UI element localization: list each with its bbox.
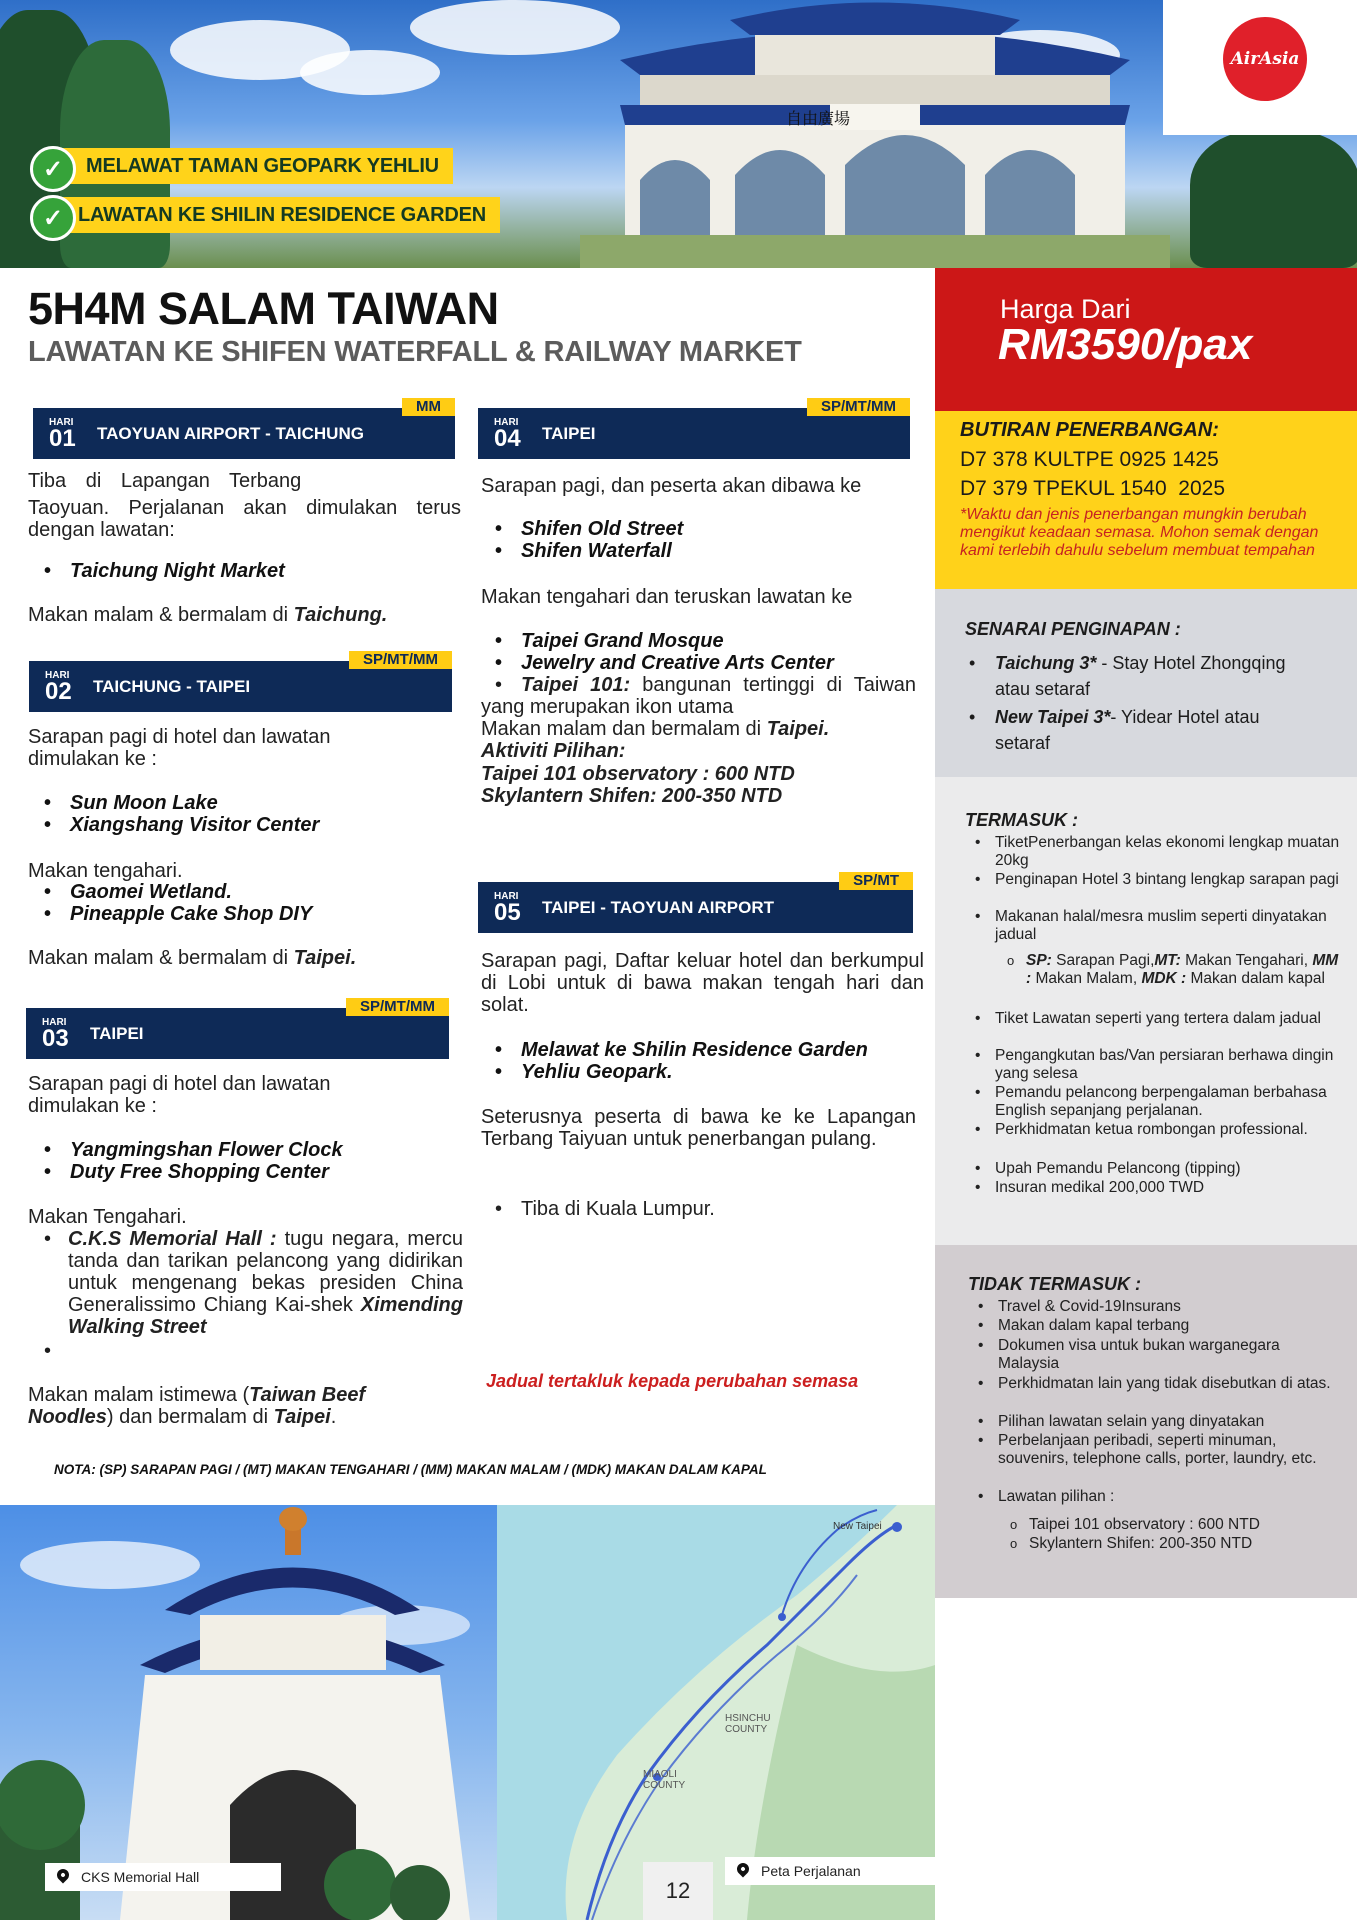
taipei101-title: Taipei 101: bbox=[521, 674, 631, 696]
hotel-city: New Taipei 3* bbox=[995, 707, 1111, 727]
day-number: 01 bbox=[49, 425, 76, 452]
day-2-item: • Xiangshang Visitor Center bbox=[30, 814, 319, 836]
flight-line-1: D7 378 KULTPE 0925 1425 bbox=[960, 448, 1219, 471]
day-4-route: TAIPEI bbox=[542, 424, 596, 443]
day-4-item: • Shifen Old Street bbox=[481, 518, 683, 540]
excluded-item: • Pilihan lawatan selain yang dinyatakan bbox=[998, 1413, 1343, 1431]
cks-memorial-hall-photo bbox=[0, 1505, 497, 1920]
excluded-subitem: o Skylantern Shifen: 200-350 NTD bbox=[1029, 1535, 1349, 1553]
day-2-item: • Sun Moon Lake bbox=[30, 792, 218, 814]
day-4-intro: Sarapan pagi, dan peserta akan dibawa ke bbox=[481, 475, 862, 497]
bullet: • bbox=[44, 1340, 52, 1362]
dinner-text: ) dan bermalam di bbox=[106, 1406, 274, 1428]
price-label: Harga Dari bbox=[1000, 294, 1131, 324]
closing-place: Taichung. bbox=[293, 604, 388, 626]
day-1-closing bbox=[28, 604, 387, 626]
location-pin-icon bbox=[55, 1867, 72, 1884]
day-4-optional-1: Taipei 101 observatory : 600 NTD bbox=[481, 763, 795, 785]
meal-code-desc: Makan Tengahari, bbox=[1180, 952, 1313, 969]
hotel-name: - Yidear Hotel atau setaraf bbox=[995, 707, 1260, 753]
included-item: • Insuran medikal 200,000 TWD bbox=[995, 1179, 1340, 1197]
airasia-logo: AirAsia bbox=[1223, 17, 1307, 101]
day-3-intro: Sarapan pagi di hotel dan lawatan dimulakan ke : bbox=[28, 1073, 331, 1117]
day-4-optional-title: Aktiviti Pilihan: bbox=[481, 740, 626, 762]
highlight-shilin-label: LAWATAN KE SHILIN RESIDENCE GARDEN bbox=[78, 203, 487, 226]
day-1-item: • Taichung Night Market bbox=[30, 560, 285, 582]
map-caption-text: Peta Perjalanan bbox=[761, 1863, 861, 1879]
hotel-list-title: SENARAI PENGINAPAN : bbox=[965, 619, 1181, 639]
closing-text: Makan malam & bermalam di bbox=[28, 604, 294, 626]
day-5-closing: Seterusnya peserta di bawa ke ke Lapangan Terbang Taiyuan untuk penerbangan pulang. bbox=[481, 1106, 916, 1150]
dinner-end: . bbox=[330, 1406, 337, 1428]
day-label: HARI bbox=[42, 1017, 67, 1028]
dinner-text: Makan malam istimewa ( bbox=[28, 1384, 250, 1406]
logo-box bbox=[1163, 0, 1357, 135]
excluded-item: • Travel & Covid-19Insurans bbox=[998, 1298, 1343, 1316]
meal-code: MM : bbox=[1026, 952, 1339, 987]
meal-codes bbox=[1026, 952, 1346, 988]
day-2-header bbox=[29, 651, 452, 712]
cks-text: tugu negara, mercu tanda dan tarikan pelancong yang didirikan untuk mengenang bekas presiden China Generalissimo Chiang Kai-shek bbox=[68, 1228, 463, 1316]
day-2-intro: Sarapan pagi di hotel dan lawatan dimulakan ke : bbox=[28, 726, 331, 770]
day-4-header bbox=[478, 398, 910, 459]
day-5-item: • Melawat ke Shilin Residence Garden bbox=[481, 1039, 868, 1061]
meal-code: MT: bbox=[1154, 952, 1181, 969]
check-icon: ✓ bbox=[30, 146, 76, 192]
day-label: HARI bbox=[45, 670, 70, 681]
excluded-item: • Dokumen visa untuk bukan warganegara Malaysia bbox=[998, 1337, 1343, 1373]
flight-details bbox=[935, 411, 1357, 589]
day-4-item: • Jewelry and Creative Arts Center bbox=[481, 652, 834, 674]
day-3-cks-desc bbox=[68, 1228, 463, 1338]
excluded-item: • Makan dalam kapal terbang bbox=[998, 1317, 1343, 1335]
meal-code-desc: Sarapan Pagi, bbox=[1051, 952, 1155, 969]
day-2-meal-badge: SP/MT/MM bbox=[349, 651, 452, 669]
taipei101-text: bangunan tertinggi di Taiwan yang merupakan ikon utama bbox=[481, 674, 917, 718]
day-1-intro-1: Tiba di Lapangan Terbang bbox=[28, 470, 302, 492]
highlight-geopark-label: MELAWAT TAMAN GEOPARK YEHLIU bbox=[86, 154, 439, 177]
highlight-shilin bbox=[52, 197, 500, 233]
day-3-header bbox=[26, 998, 449, 1059]
day-label: HARI bbox=[49, 417, 74, 428]
day-label: HARI bbox=[494, 417, 519, 428]
meal-code: MDK : bbox=[1141, 970, 1187, 987]
hotel-item bbox=[995, 650, 1315, 702]
flight-line-2: D7 379 TPEKUL 1540 2025 bbox=[960, 477, 1226, 500]
flight-note: *Waktu dan jenis penerbangan mungkin berubah mengikut keadaan semasa. Mohon semak dengan kami terlebih dahulu sebelum membuat tempahan bbox=[960, 506, 1319, 559]
excluded-list bbox=[935, 1245, 1357, 1598]
check-icon: ✓ bbox=[30, 195, 76, 241]
map-caption bbox=[725, 1857, 935, 1885]
excluded-title: TIDAK TERMASUK : bbox=[968, 1274, 1141, 1294]
page-subtitle: LAWATAN KE SHIFEN WATERFALL & RAILWAY MARKET bbox=[28, 336, 802, 368]
day-2-item: • Pineapple Cake Shop DIY bbox=[30, 903, 312, 925]
excluded-item: • Lawatan pilihan : bbox=[998, 1488, 1343, 1506]
closing-place: Taipei. bbox=[766, 718, 830, 740]
day-1-meal-badge: MM bbox=[402, 398, 455, 416]
day-4-item: • Taipei Grand Mosque bbox=[481, 630, 724, 652]
excluded-item: • Perkhidmatan lain yang tidak disebutkan di atas. bbox=[998, 1375, 1343, 1393]
route-map[interactable] bbox=[497, 1505, 935, 1920]
day-5-item: • Yehliu Geopark. bbox=[481, 1061, 673, 1083]
map-label: MIAOLI COUNTY bbox=[643, 1769, 686, 1791]
included-item: • Perkhidmatan ketua rombongan professional. bbox=[995, 1121, 1340, 1139]
included-item: • Tiket Lawatan seperti yang tertera dalam jadual bbox=[995, 1010, 1340, 1028]
day-3-dinner bbox=[28, 1384, 418, 1428]
memorial-hall-illustration bbox=[0, 1505, 497, 1920]
day-2-item: • Gaomei Wetland. bbox=[30, 881, 232, 903]
included-item: • Upah Pemandu Pelancong (tipping) bbox=[995, 1160, 1340, 1178]
day-3-route: TAIPEI bbox=[90, 1024, 144, 1043]
day-number: 04 bbox=[494, 425, 521, 452]
photo-caption bbox=[45, 1863, 281, 1891]
day-4-lunch: Makan tengahari dan teruskan lawatan ke bbox=[481, 586, 853, 608]
hotel-item bbox=[995, 704, 1315, 756]
included-item: • Pemandu pelancong berpengalaman berbahasa English sepanjang perjalanan. bbox=[995, 1084, 1340, 1120]
day-1-header bbox=[33, 398, 455, 459]
excluded-subitem: o Taipei 101 observatory : 600 NTD bbox=[1029, 1516, 1349, 1534]
hotel-city: Taichung 3* bbox=[995, 653, 1097, 673]
bullet: • bbox=[44, 1228, 52, 1250]
day-3-lunch: Makan Tengahari. bbox=[28, 1206, 187, 1228]
day-2-lunch: Makan tengahari. bbox=[28, 860, 183, 882]
day-label: HARI bbox=[494, 891, 519, 902]
meal-code-desc: Makan dalam kapal bbox=[1186, 970, 1325, 987]
price-value: RM3590/pax bbox=[998, 320, 1253, 369]
day-number: 02 bbox=[45, 678, 72, 705]
schedule-note: Jadual tertakluk kepada perubahan semasa bbox=[486, 1371, 859, 1391]
page-title: 5H4M SALAM TAIWAN bbox=[28, 283, 499, 334]
day-1-intro-2: Taoyuan. Perjalanan akan dimulakan terus dengan lawatan: bbox=[28, 497, 461, 541]
dinner-place: Taipei bbox=[273, 1406, 331, 1428]
ximending-text: Ximending Walking Street bbox=[68, 1294, 463, 1338]
dinner-dish: Taiwan Beef Noodles bbox=[28, 1384, 366, 1428]
hotel-list bbox=[935, 589, 1357, 777]
right-footer-blank bbox=[935, 1598, 1357, 1920]
included-title: TERMASUK : bbox=[965, 810, 1078, 830]
excluded-item: • Perbelanjaan peribadi, seperti minuman, souvenirs, telephone calls, porter, laundry, etc. bbox=[998, 1432, 1343, 1468]
meal-code-desc: Makan Malam, bbox=[1031, 970, 1142, 987]
day-5-intro: Sarapan pagi, Daftar keluar hotel dan berkumpul di Lobi untuk di bawa makan tengah hari dan solat. bbox=[481, 950, 924, 1016]
map-label: New Taipei bbox=[833, 1521, 882, 1532]
highlight-geopark bbox=[52, 148, 453, 184]
day-5-arrival: • Tiba di Kuala Lumpur. bbox=[481, 1198, 715, 1220]
closing-text: Makan malam dan bermalam di bbox=[481, 718, 767, 740]
day-3-meal-badge: SP/MT/MM bbox=[346, 998, 449, 1016]
closing-text: Makan malam & bermalam di bbox=[28, 947, 294, 969]
photo-caption-text: CKS Memorial Hall bbox=[81, 1869, 200, 1885]
flight-title: BUTIRAN PENERBANGAN: bbox=[960, 419, 1219, 441]
included-item: • Pengangkutan bas/Van persiaran berhawa dingin yang selesa bbox=[995, 1047, 1340, 1083]
bullet: • bbox=[495, 674, 503, 696]
meal-legend-note: NOTA: (SP) SARAPAN PAGI / (MT) MAKAN TENGAHARI / (MM) MAKAN MALAM / (MDK) MAKAN DALAM KAPAL bbox=[54, 1462, 767, 1477]
closing-place: Taipei. bbox=[293, 947, 357, 969]
page-number: 12 bbox=[643, 1862, 713, 1920]
included-item: • TiketPenerbangan kelas ekonomi lengkap muatan 20kg bbox=[995, 834, 1340, 870]
day-number: 05 bbox=[494, 899, 521, 926]
included-item: • Makanan halal/mesra muslim seperti dinyatakan jadual bbox=[995, 908, 1340, 944]
day-5-header bbox=[478, 872, 913, 933]
liberty-square-gate-image bbox=[580, 0, 1170, 268]
hero-banner bbox=[0, 0, 1357, 268]
hotel-name: - Stay Hotel Zhongqing atau setaraf bbox=[995, 653, 1286, 699]
day-4-meal-badge: SP/MT/MM bbox=[807, 398, 910, 416]
day-4-closing bbox=[481, 718, 829, 740]
day-4-optional-2: Skylantern Shifen: 200-350 NTD bbox=[481, 785, 783, 807]
day-5-meal-badge: SP/MT bbox=[839, 872, 913, 890]
day-1-route: TAOYUAN AIRPORT - TAICHUNG bbox=[97, 424, 364, 443]
day-3-item: • Duty Free Shopping Center bbox=[30, 1161, 329, 1183]
price-box bbox=[935, 268, 1357, 411]
gate-plaque: 自由廣場 bbox=[786, 109, 851, 128]
day-2-route: TAICHUNG - TAIPEI bbox=[93, 677, 251, 696]
included-list bbox=[935, 777, 1357, 1245]
day-2-closing bbox=[28, 947, 356, 969]
day-5-route: TAIPEI - TAOYUAN AIRPORT bbox=[542, 898, 775, 917]
meal-code: SP: bbox=[1026, 952, 1052, 969]
location-pin-icon bbox=[735, 1861, 752, 1878]
included-item: • Penginapan Hotel 3 bintang lengkap sarapan pagi bbox=[995, 871, 1340, 889]
day-4-taipei101 bbox=[481, 674, 916, 718]
cks-title: C.K.S Memorial Hall : bbox=[68, 1228, 277, 1250]
day-number: 03 bbox=[42, 1025, 69, 1052]
day-4-item: • Shifen Waterfall bbox=[481, 540, 672, 562]
day-3-item: • Yangmingshan Flower Clock bbox=[30, 1139, 343, 1161]
map-label: HSINCHU COUNTY bbox=[725, 1713, 771, 1735]
